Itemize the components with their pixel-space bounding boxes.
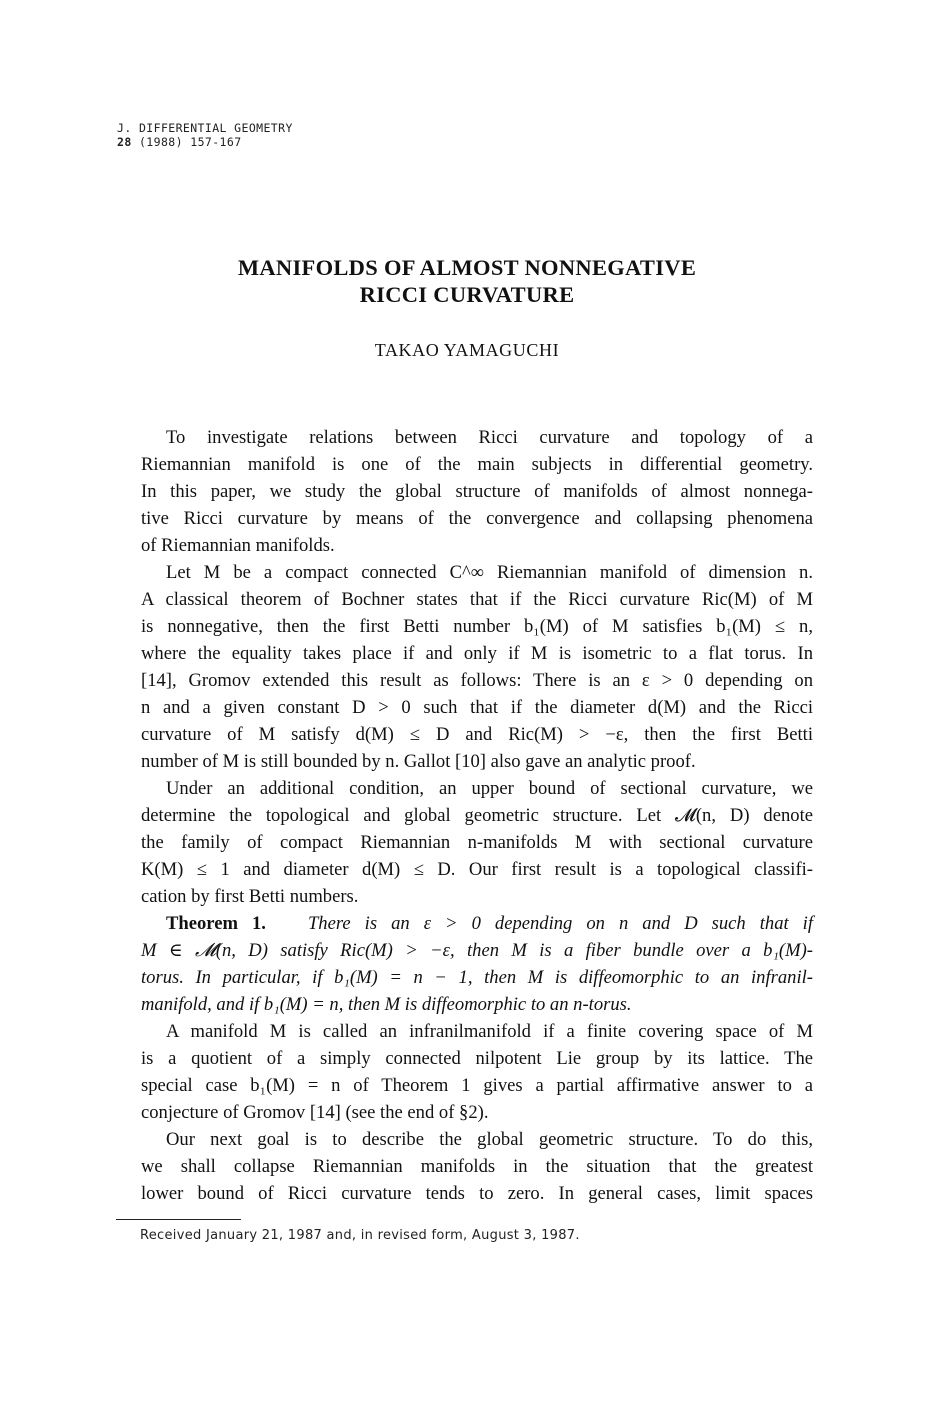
journal-name: J. DIFFERENTIAL GEOMETRY [117,121,293,135]
paper-author: TAKAO YAMAGUCHI [374,340,560,360]
text-line: number of M is still bounded by n. Gallot [10] also gave an analytic proof. [141,751,696,772]
theorem-label: Theorem 1. [166,913,266,934]
text-line: Under an additional condition, an upper bound of sectional curvature, we [166,778,813,799]
text-line: Riemannian manifold is one of the main subjects in differential geometry. [141,454,813,475]
paper-title [117,254,817,308]
theorem-1 [116,910,813,1018]
text-line: Let M be a compact connected C^∞ Riemannian manifold of dimension n. [166,562,813,583]
paragraph-intro [116,424,813,559]
text-line: lower bound of Ricci curvature tends to zero. In general cases, limit spaces [141,1183,813,1204]
footnote-divider [116,1219,241,1220]
text-line: special case b₁(M) = n of Theorem 1 gives a partial affirmative answer to a [141,1075,813,1096]
text-line: n and a given constant D > 0 such that if the diameter d(M) and the Ricci [141,697,813,718]
text-line: A classical theorem of Bochner states that if the Ricci curvature Ric(M) of M [141,589,813,610]
text-line: of Riemannian manifolds. [141,535,335,556]
text-line: K(M) ≤ 1 and diameter d(M) ≤ D. Our first result is a topological classifi- [141,859,813,880]
paper-title-line-2: RICCI CURVATURE [359,282,575,307]
theorem-text: There is an ε > 0 depending on n and D such that if [307,913,813,934]
text-line: torus. In particular, if b₁(M) = n − 1, then M is diffeomorphic to an infranil- [141,967,813,988]
journal-volume-line [117,135,293,149]
text-line: determine the topological and global geometric structure. Let 𝓜(n, D) denote [141,805,813,826]
journal-issue: (1988) 157-167 [138,135,242,149]
text-line: manifold, and if b₁(M) = n, then M is diffeomorphic to an n-torus. [141,994,632,1015]
paragraph-sectional [116,775,813,910]
text-line: we shall collapse Riemannian manifolds in the situation that the greatest [141,1156,813,1177]
text-line: Our next goal is to describe the global geometric structure. To do this, [166,1129,813,1150]
paragraph-next-goal [116,1126,813,1207]
text-line: the family of compact Riemannian n-manifolds M with sectional curvature [141,832,813,853]
text-line: M ∈ 𝓜(n, D) satisfy Ric(M) > −ε, then M is a fiber bundle over a b₁(M)- [141,940,813,961]
text-line: conjecture of Gromov [14] (see the end of §2). [141,1102,489,1123]
text-line: In this paper, we study the global structure of manifolds of almost nonnega- [141,481,813,502]
text-line: A manifold M is called an infranilmanifold if a finite covering space of M [166,1021,813,1042]
text-line: tive Ricci curvature by means of the convergence and collapsing phenomena [141,508,813,529]
text-line: where the equality takes place if and only if M is isometric to a flat torus. In [141,643,813,664]
paper-title-line-1: MANIFOLDS OF ALMOST NONNEGATIVE [237,255,697,280]
text-line: is nonnegative, then the first Betti number b₁(M) of M satisfies b₁(M) ≤ n, [141,616,813,637]
text-line [116,910,813,937]
text-line: To investigate relations between Ricci curvature and topology of a [166,427,813,448]
text-line: [14], Gromov extended this result as follows: There is an ε > 0 depending on [141,670,813,691]
journal-header [117,121,293,149]
journal-volume: 28 [117,135,132,149]
paper-body [116,424,813,1207]
paragraph-infranil [116,1018,813,1126]
footnote-received: Received January 21, 1987 and, in revised form, August 3, 1987. [140,1228,580,1243]
paragraph-bochner [116,559,813,775]
text-line: is a quotient of a simply connected nilpotent Lie group by its lattice. The [141,1048,813,1069]
text-line: curvature of M satisfy d(M) ≤ D and Ric(M) > −ε, then the first Betti [141,724,813,745]
text-line: cation by first Betti numbers. [141,886,359,907]
